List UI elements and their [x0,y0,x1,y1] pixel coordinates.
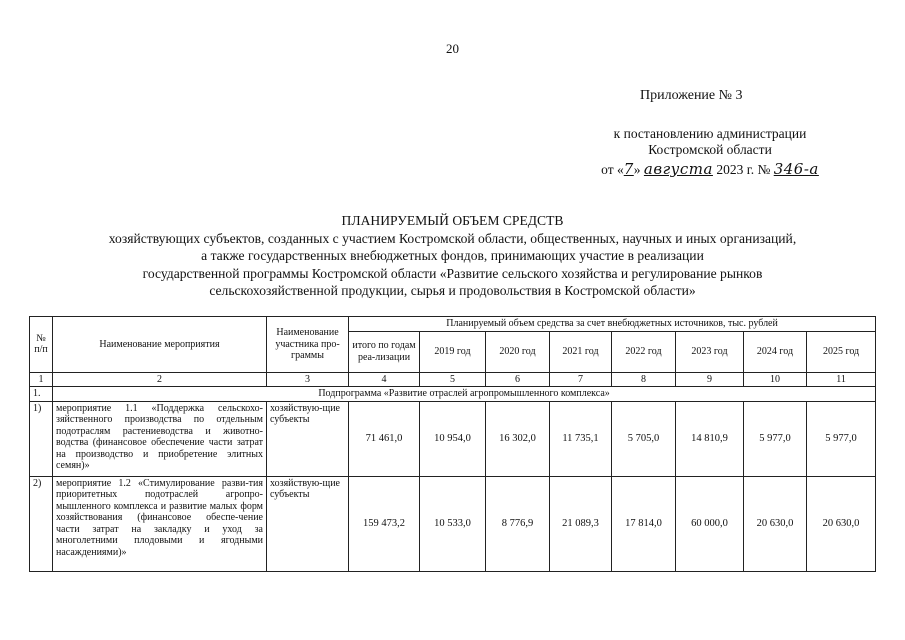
header-total: итого по годам реа-лизации [349,331,420,372]
value-2019: 10 533,0 [420,476,486,571]
header-year: 2021 год [550,331,612,372]
value-2025: 20 630,0 [807,476,876,571]
column-number: 2 [53,372,267,387]
header-year: 2023 год [676,331,744,372]
header-year: 2020 год [486,331,550,372]
column-number: 9 [676,372,744,387]
value-2023: 60 000,0 [676,476,744,571]
measure-name: мероприятие 1.2 «Стимулирование разви-тия приоритетных подотраслей агропро-мышленного комплекса и развитие малых форм хозяйствования (финансовое обеспе-чение части затрат на закладку и уход за многолетними плодовыми и ягодными насаждениями)» [53,476,267,571]
decree-reference [560,126,860,158]
value-2023: 14 810,9 [676,401,744,476]
table-row [30,401,876,476]
header-participant: Наименование участника про-граммы [267,317,349,373]
funding-table [29,316,876,572]
decree-prefix: от « [601,162,624,177]
value-2019: 10 954,0 [420,401,486,476]
value-2021: 11 735,1 [550,401,612,476]
page-number: 20 [446,41,459,56]
header-year: 2024 год [744,331,807,372]
heading-line-3: а также государственных внебюджетных фондов, принимающих участие в реализации [201,248,704,263]
column-number: 11 [807,372,876,387]
column-number: 5 [420,372,486,387]
header-year: 2022 год [612,331,676,372]
value-2025: 5 977,0 [807,401,876,476]
decree-year: 2023 г. № [712,162,774,177]
column-number: 6 [486,372,550,387]
heading-line-2: хозяйствующих субъектов, созданных с участием Костромской области, общественных, научных и иных организаций, [108,230,797,246]
value-total: 71 461,0 [349,401,420,476]
column-number: 10 [744,372,807,387]
value-2021: 21 089,3 [550,476,612,571]
table-row [30,476,876,571]
subprogram-number: 1. [30,387,53,402]
value-2020: 8 776,9 [486,476,550,571]
document-heading [0,212,905,300]
column-number: 3 [267,372,349,387]
heading-line-1: ПЛАНИРУЕМЫЙ ОБЪЕМ СРЕДСТВ [341,213,564,228]
decree-number: 346-а [773,160,819,178]
column-number: 4 [349,372,420,387]
annex-title: Приложение № 3 [640,88,743,103]
row-number: 1) [30,401,53,476]
decree-line-1: к постановлению администрации [613,126,807,141]
column-number: 7 [550,372,612,387]
measure-name: мероприятие 1.1 «Поддержка сельскохо-зяйственного производства по отдельным подотраслям растениеводства и животно-водства (финансовое обеспечение части затрат на производство и приобретение элитных семян)» [53,401,267,476]
header-num: № п/п [30,317,53,373]
header-funding-group: Планируемый объем средства за счет внебюджетных источников, тыс. рублей [349,317,876,332]
decree-mid: » [633,162,644,177]
header-name: Наименование мероприятия [53,317,267,373]
header-year: 2019 год [420,331,486,372]
value-2022: 5 705,0 [612,401,676,476]
value-2024: 20 630,0 [744,476,807,571]
decree-day: 7 [623,160,634,178]
participant: хозяйствую-щие субъекты [267,476,349,571]
heading-line-5: сельскохозяйственной продукции, сырья и продовольствия в Костромской области» [209,283,696,298]
decree-month: августа [643,160,713,178]
value-2020: 16 302,0 [486,401,550,476]
subprogram-title: Подпрограмма «Развитие отраслей агропромышленного комплекса» [53,387,876,402]
decree-line-2: Костромской области [648,142,772,157]
value-2022: 17 814,0 [612,476,676,571]
subprogram-row [30,387,876,402]
decree-date-line [560,160,860,178]
column-number: 1 [30,372,53,387]
value-2024: 5 977,0 [744,401,807,476]
row-number: 2) [30,476,53,571]
participant: хозяйствую-щие субъекты [267,401,349,476]
value-total: 159 473,2 [349,476,420,571]
heading-line-4: государственной программы Костромской области «Развитие сельского хозяйства и регулирование рынков [142,265,763,281]
column-number: 8 [612,372,676,387]
column-number-row [30,372,876,387]
header-year: 2025 год [807,331,876,372]
